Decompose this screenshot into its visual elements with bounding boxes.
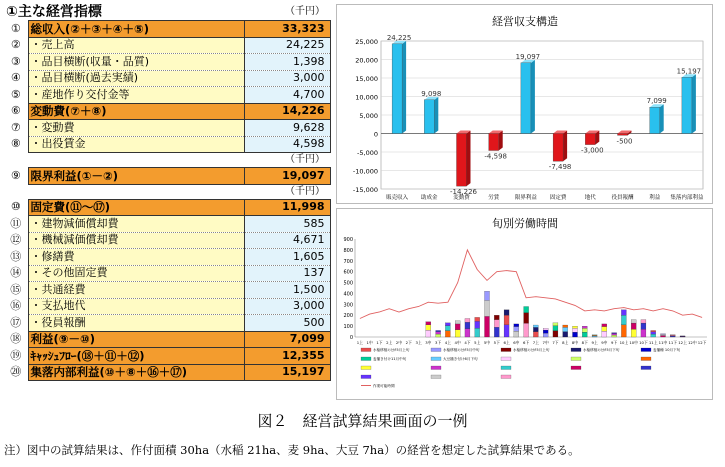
x-category-label: 10中 xyxy=(629,340,638,345)
legend-swatch xyxy=(431,366,441,370)
legend-swatch xyxy=(641,357,651,361)
x-category-label: 助成金 xyxy=(421,195,438,201)
stack-segment xyxy=(573,332,578,337)
indicator-row xyxy=(4,70,330,87)
row-number: ⑤ xyxy=(10,87,21,101)
bar-value-label: 9,098 xyxy=(421,89,442,98)
legend-swatch xyxy=(361,366,371,370)
indicator-row xyxy=(4,54,330,71)
indicator-row xyxy=(4,87,330,104)
stack-segment xyxy=(602,324,607,327)
income-structure-chart xyxy=(336,4,713,204)
stack-segment xyxy=(533,332,538,337)
fixed-cost-row xyxy=(4,364,330,381)
bar-8 xyxy=(650,107,660,133)
legend-swatch xyxy=(501,348,511,352)
row-number: ⑱ xyxy=(10,332,22,346)
stack-segment xyxy=(494,327,499,337)
y-tick-label: 200 xyxy=(343,313,353,320)
stack-segment xyxy=(553,326,558,331)
x-category-label: 4下 xyxy=(464,340,471,345)
stack-segment xyxy=(475,328,480,337)
row-value: 9,628 xyxy=(244,120,330,137)
row-value: 12,355 xyxy=(244,348,330,365)
stack-segment xyxy=(621,325,626,337)
figure-note: 注）図中の試算結果は、作付面積 30ha（水稲 21ha、麦 9ha、大豆 7ha）の経営を想定した試算結果である。 xyxy=(4,443,580,457)
x-category-label: 8上 xyxy=(562,340,569,345)
stack-segment xyxy=(543,330,548,333)
legend-label: 麦播種 10月下旬 xyxy=(653,348,681,352)
legend-swatch xyxy=(501,375,511,379)
stack-segment xyxy=(543,333,548,337)
row-label: 限界利益(①－②) xyxy=(28,168,244,185)
chart-title: 経営収支構造 xyxy=(492,15,558,28)
fixed-cost-row xyxy=(4,331,330,348)
y-tick-label: -10,000 xyxy=(352,167,378,176)
x-category-label: 5上 xyxy=(474,340,481,345)
stack-segment xyxy=(533,325,538,327)
legend-label: 麦播き付け11月中旬 xyxy=(373,357,407,361)
row-label: ・その他固定費 xyxy=(28,265,244,282)
x-category-label: 12中 xyxy=(688,340,697,345)
row-label: ・変動費 xyxy=(28,120,244,137)
row-label: 固定費(⑪～⑰) xyxy=(28,199,244,216)
row-number: ⑭ xyxy=(10,266,22,280)
stack-segment xyxy=(563,325,568,327)
row-label: 利益(⑨－⑩) xyxy=(28,331,244,348)
fixed-cost-row xyxy=(4,216,330,233)
row-value: 500 xyxy=(244,315,330,332)
stack-segment xyxy=(651,332,656,334)
row-value: 24,225 xyxy=(244,37,330,54)
stack-segment xyxy=(426,322,431,325)
stack-segment xyxy=(533,327,538,331)
y-tick-label: 25,000 xyxy=(355,38,378,46)
legend-swatch xyxy=(431,357,441,361)
stack-segment xyxy=(573,326,578,328)
bar-9 xyxy=(682,77,692,133)
x-category-label: 3上 xyxy=(415,340,422,345)
stack-segment xyxy=(602,331,607,337)
row-number: ② xyxy=(10,38,21,52)
bar-value-label: -500 xyxy=(616,137,633,146)
x-category-label: 11下 xyxy=(668,340,678,345)
stack-segment xyxy=(455,330,460,337)
unit-label: （千円） xyxy=(244,184,330,199)
x-category-label: 限界利益 xyxy=(514,195,537,201)
stack-segment xyxy=(485,300,490,316)
row-number: ⑮ xyxy=(10,282,22,296)
stack-segment xyxy=(651,334,656,337)
stack-segment xyxy=(436,330,441,331)
stack-segment xyxy=(651,330,656,331)
legend-swatch xyxy=(501,357,511,361)
legend-swatch xyxy=(361,348,371,352)
x-category-label: 5下 xyxy=(493,340,500,345)
y-tick-label: 0 xyxy=(349,335,353,341)
row-number: ⑯ xyxy=(10,299,22,313)
row-value: 33,323 xyxy=(244,21,330,38)
income-chart-svg xyxy=(337,5,714,205)
stack-segment xyxy=(465,329,470,337)
indicator-panel xyxy=(4,4,330,381)
row-label: ・支払地代 xyxy=(28,298,244,315)
fixed-cost-row xyxy=(4,199,330,216)
row-label: ・修繕費 xyxy=(28,249,244,266)
x-category-label: 6上 xyxy=(503,340,510,345)
stack-segment xyxy=(573,328,578,332)
x-category-label: 3中 xyxy=(425,340,432,345)
legend-swatch xyxy=(431,348,441,352)
stack-segment xyxy=(455,321,460,324)
stack-segment xyxy=(475,317,480,321)
x-category-label: 変動費 xyxy=(453,195,470,201)
row-label: ・共通経費 xyxy=(28,282,244,299)
row-label: ・役員報酬 xyxy=(28,315,244,332)
row-label: ・建物減価償却費 xyxy=(28,216,244,233)
stack-segment xyxy=(524,323,529,337)
stack-segment xyxy=(641,323,646,329)
stack-segment xyxy=(621,315,626,325)
bar-1 xyxy=(424,100,434,134)
legend-label: 水稲移植ｺｼﾋｶﾘ5月下旬 xyxy=(583,348,620,352)
row-number: ⑰ xyxy=(10,315,22,329)
indicator-row xyxy=(4,103,330,120)
limit-profit-row xyxy=(4,168,330,185)
legend-label: 水稲移植ｺｼﾋｶﾘ5月上旬 xyxy=(373,348,410,352)
bar-value-label: 19,097 xyxy=(515,52,541,61)
x-category-label: 1中 xyxy=(366,340,373,345)
stack-segment xyxy=(514,324,519,327)
indicator-row xyxy=(4,37,330,54)
stack-segment xyxy=(504,310,509,315)
indicator-row xyxy=(4,136,330,153)
x-category-label: 11上 xyxy=(648,340,658,345)
bar-0 xyxy=(392,44,402,134)
x-category-label: 10上 xyxy=(619,340,629,345)
x-category-label: 地代 xyxy=(584,195,596,201)
x-category-label: 2上 xyxy=(386,340,393,345)
x-category-label: 4上 xyxy=(444,340,451,345)
row-number: ⑧ xyxy=(10,137,21,151)
stack-segment xyxy=(465,318,470,322)
y-tick-label: -15,000 xyxy=(352,186,378,194)
row-number: ① xyxy=(10,21,21,35)
spacer xyxy=(4,184,28,199)
stack-segment xyxy=(680,336,685,337)
fixed-cost-row xyxy=(4,298,330,315)
stack-segment xyxy=(612,335,617,337)
row-number: ⑨ xyxy=(10,168,21,182)
x-category-label: 3下 xyxy=(435,340,442,345)
stack-segment xyxy=(426,330,431,337)
y-tick-label: 500 xyxy=(343,280,353,287)
fixed-cost-row xyxy=(4,282,330,299)
row-value: 7,099 xyxy=(244,331,330,348)
stack-segment xyxy=(582,328,587,332)
x-category-label: 7下 xyxy=(552,340,559,345)
row-value: 4,700 xyxy=(244,87,330,104)
bar-side xyxy=(434,97,438,134)
bar-7 xyxy=(618,134,628,136)
stack-segment xyxy=(631,329,636,337)
row-number: ⑳ xyxy=(10,365,22,379)
row-value: 4,598 xyxy=(244,136,330,153)
indicator-table xyxy=(4,4,331,381)
row-number: ⑬ xyxy=(10,249,22,263)
stack-segment xyxy=(592,336,597,337)
row-value: 3,000 xyxy=(244,70,330,87)
stack-segment xyxy=(543,328,548,330)
row-value: 1,605 xyxy=(244,249,330,266)
legend-swatch xyxy=(501,366,511,370)
x-category-label: 7上 xyxy=(532,340,539,345)
legend-swatch xyxy=(571,357,581,361)
x-category-label: 利益 xyxy=(649,195,661,201)
y-tick-label: 400 xyxy=(343,291,353,298)
unit-label: （千円） xyxy=(244,4,330,21)
labor-hours-chart xyxy=(336,208,713,400)
stack-segment xyxy=(592,335,597,336)
stack-segment xyxy=(582,326,587,328)
row-label: 変動費(⑦＋⑧) xyxy=(28,103,244,120)
stack-segment xyxy=(436,332,441,334)
row-value: 19,097 xyxy=(244,168,330,185)
stack-segment xyxy=(436,334,441,337)
row-value: 11,998 xyxy=(244,199,330,216)
row-value: 4,671 xyxy=(244,232,330,249)
stack-segment xyxy=(670,336,675,337)
x-category-label: 2中 xyxy=(395,340,403,345)
stack-segment xyxy=(494,320,499,328)
y-tick-label: -5,000 xyxy=(357,149,378,157)
stack-segment xyxy=(661,334,666,335)
x-category-label: 10下 xyxy=(639,340,648,345)
row-value: 14,226 xyxy=(244,103,330,120)
row-value: 15,197 xyxy=(244,364,330,381)
stack-segment xyxy=(445,331,450,337)
bar-value-label: -14,226 xyxy=(449,188,478,197)
bar-2 xyxy=(457,134,467,187)
stack-segment xyxy=(485,316,490,337)
figure-caption: 図２ 経営試算結果画面の一例 xyxy=(257,412,468,430)
x-category-label: 5中 xyxy=(483,340,491,345)
x-category-label: 7中 xyxy=(542,340,549,345)
y-tick-label: 300 xyxy=(343,302,353,309)
x-category-label: 9下 xyxy=(611,340,618,345)
row-value: 3,000 xyxy=(244,298,330,315)
x-category-label: 労賃 xyxy=(488,195,500,201)
x-category-label: 12上 xyxy=(678,340,687,345)
stack-segment xyxy=(504,325,509,337)
x-category-label: 役員報酬 xyxy=(611,195,634,201)
row-number: ⑫ xyxy=(10,233,22,247)
stack-segment xyxy=(621,310,626,315)
labor-chart-svg xyxy=(337,209,714,401)
row-number: ⑥ xyxy=(10,104,21,118)
row-number: ⑲ xyxy=(10,348,22,362)
indicator-row xyxy=(4,21,330,38)
row-label: ・機械減価償却費 xyxy=(28,232,244,249)
bar-value-label: 15,197 xyxy=(676,67,702,76)
stack-segment xyxy=(445,323,450,326)
stack-segment xyxy=(612,334,617,336)
row-value: 1,398 xyxy=(244,54,330,71)
stack-segment xyxy=(465,322,470,328)
legend-swatch xyxy=(641,366,651,370)
stack-segment xyxy=(670,335,675,336)
x-category-label: 11中 xyxy=(658,340,668,345)
x-category-label: 2下 xyxy=(405,340,412,345)
x-category-label: 6中 xyxy=(513,340,520,345)
bar-side xyxy=(660,104,664,133)
row-label: ・産地作り交付金等 xyxy=(28,87,244,104)
fixed-cost-row xyxy=(4,249,330,266)
x-category-label: 4中 xyxy=(454,340,461,345)
bar-value-label: 7,099 xyxy=(646,97,667,106)
row-number: ⑪ xyxy=(10,216,22,230)
bar-6 xyxy=(585,134,595,145)
row-label: ・品目横断(過去実績) xyxy=(28,70,244,87)
spacer xyxy=(28,153,244,168)
legend-swatch xyxy=(431,375,441,379)
x-category-label: 1上 xyxy=(356,340,363,345)
bar-5 xyxy=(553,134,563,162)
legend-swatch xyxy=(571,366,581,370)
y-tick-label: 900 xyxy=(343,237,353,243)
legend-label: 作業可能時間 xyxy=(373,384,395,388)
bar-side xyxy=(531,60,535,134)
fixed-cost-row xyxy=(4,348,330,365)
x-category-label: 1下 xyxy=(376,340,383,345)
bar-4 xyxy=(521,63,531,134)
stack-segment xyxy=(661,334,666,335)
y-tick-label: 20,000 xyxy=(355,56,378,65)
legend-swatch xyxy=(571,348,581,352)
stack-segment xyxy=(494,315,499,319)
stack-segment xyxy=(504,315,509,325)
bar-side xyxy=(467,131,471,187)
available-hours-line xyxy=(360,250,702,319)
y-tick-label: 10,000 xyxy=(355,93,378,102)
bar-side xyxy=(499,131,503,151)
legend-swatch xyxy=(641,348,651,352)
stack-segment xyxy=(612,333,617,334)
stack-segment xyxy=(602,327,607,332)
chart-title: 旬別労働時間 xyxy=(492,217,558,230)
row-label: 集落内部利益(⑩＋⑧＋⑯＋⑰) xyxy=(28,364,244,381)
row-label: ・品目横断(収量・品質) xyxy=(28,54,244,71)
cut-off-caption xyxy=(210,0,570,3)
y-tick-label: 800 xyxy=(343,247,353,254)
stack-segment xyxy=(445,326,450,331)
x-category-label: 8下 xyxy=(581,340,588,345)
row-value: 585 xyxy=(244,216,330,233)
bar-value-label: -4,598 xyxy=(484,152,507,161)
x-category-label: 固定費 xyxy=(549,195,567,201)
stack-segment xyxy=(455,324,460,330)
y-tick-label: 600 xyxy=(343,269,353,276)
stack-segment xyxy=(631,320,636,323)
stack-segment xyxy=(524,313,529,324)
x-category-label: 販売収入 xyxy=(386,195,409,201)
row-value: 1,500 xyxy=(244,282,330,299)
row-label: ｷｬｯｼｭﾌﾛｰ(⑱＋⑪＋⑫) xyxy=(28,348,244,365)
indicator-title: ①主な経営指標 xyxy=(4,4,244,21)
legend-swatch xyxy=(361,357,371,361)
x-category-label: 9上 xyxy=(591,340,598,345)
stack-segment xyxy=(475,321,480,328)
y-tick-label: 0 xyxy=(373,130,378,139)
x-category-label: 12下 xyxy=(697,340,707,345)
stack-segment xyxy=(661,336,666,337)
stack-segment xyxy=(553,323,558,326)
stack-segment xyxy=(524,307,529,313)
legend-label: 水稲移植ｺｼﾋｶﾘ5月上旬 xyxy=(513,348,550,352)
bar-side xyxy=(563,131,567,162)
stack-segment xyxy=(485,291,490,300)
row-label: ・売上高 xyxy=(28,37,244,54)
row-number: ⑦ xyxy=(10,120,21,134)
spacer xyxy=(4,153,28,168)
x-category-label: 8中 xyxy=(571,340,579,345)
y-tick-label: 100 xyxy=(343,324,353,331)
legend-swatch xyxy=(361,375,371,379)
bar-side xyxy=(402,41,406,134)
row-label: 総収入(②＋③＋④＋⑤) xyxy=(28,21,244,38)
legend-label: 大豆播き付け6月下旬 xyxy=(443,357,478,361)
stack-segment xyxy=(631,323,636,329)
stack-segment xyxy=(582,332,587,337)
stack-segment xyxy=(426,325,431,330)
stack-segment xyxy=(514,331,519,337)
indicator-row xyxy=(4,120,330,137)
row-value: 137 xyxy=(244,265,330,282)
bar-3 xyxy=(489,134,499,151)
unit-label: （千円） xyxy=(244,153,330,168)
x-category-label: 6下 xyxy=(523,340,530,345)
indicator-title-row xyxy=(4,4,330,21)
fixed-cost-row xyxy=(4,315,330,332)
bar-side xyxy=(692,74,696,133)
stack-segment xyxy=(553,331,558,337)
row-label: ・出役賃金 xyxy=(28,136,244,153)
legend-label: 水稲移植ｺｼﾋｶﾘ5月中旬 xyxy=(443,348,480,352)
fixed-cost-row xyxy=(4,265,330,282)
fixed-cost-row xyxy=(4,232,330,249)
x-category-label: 9中 xyxy=(601,340,608,345)
y-tick-label: 15,000 xyxy=(355,75,378,83)
stack-segment xyxy=(563,332,568,337)
stack-segment xyxy=(641,329,646,337)
y-tick-label: 5,000 xyxy=(359,112,378,120)
bar-value-label: -3,000 xyxy=(581,146,604,155)
bar-value-label: -7,498 xyxy=(548,163,572,172)
row-number: ③ xyxy=(10,54,21,68)
spacer xyxy=(28,184,244,199)
stack-segment xyxy=(514,327,519,332)
stack-segment xyxy=(563,327,568,331)
row-number: ⑩ xyxy=(10,200,21,214)
y-tick-label: 700 xyxy=(343,258,353,265)
bar-value-label: 24,225 xyxy=(386,33,412,42)
row-number: ④ xyxy=(10,71,21,85)
stack-segment xyxy=(641,320,646,323)
x-category-label: 集落内部利益 xyxy=(670,195,704,201)
